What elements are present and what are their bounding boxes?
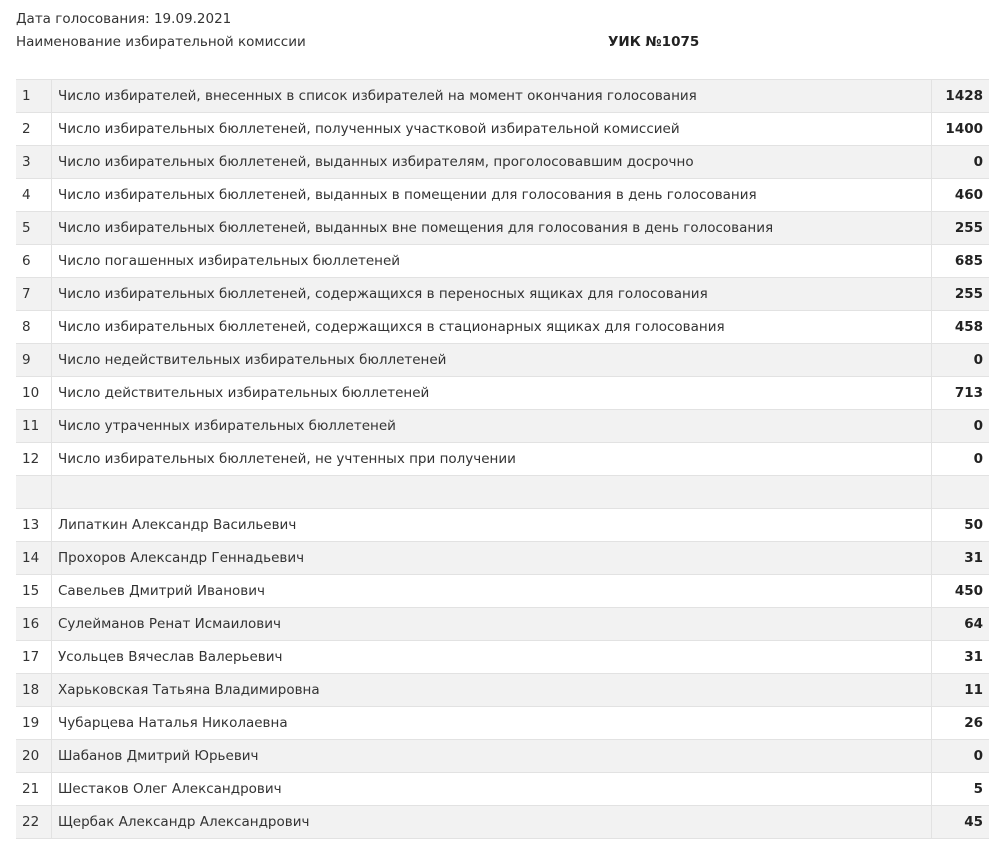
row-value: 0 — [932, 146, 990, 179]
row-number: 16 — [16, 608, 52, 641]
row-label: Число действительных избирательных бюллетеней — [52, 377, 932, 410]
row-value: 50 — [932, 509, 990, 542]
row-label: Харьковская Татьяна Владимировна — [52, 674, 932, 707]
row-number: 17 — [16, 641, 52, 674]
row-value: 0 — [932, 344, 990, 377]
row-value: 1428 — [932, 80, 990, 113]
table-row — [16, 113, 989, 146]
results-table — [16, 79, 989, 839]
row-number: 18 — [16, 674, 52, 707]
table-row — [16, 311, 989, 344]
row-number: 11 — [16, 410, 52, 443]
candidate-row — [16, 509, 989, 542]
row-label: Липаткин Александр Васильевич — [52, 509, 932, 542]
separator-cell — [932, 476, 990, 509]
row-label: Шестаков Олег Александрович — [52, 773, 932, 806]
row-number: 12 — [16, 443, 52, 476]
row-label: Щербак Александр Александрович — [52, 806, 932, 839]
row-value: 31 — [932, 542, 990, 575]
row-number: 20 — [16, 740, 52, 773]
row-number: 3 — [16, 146, 52, 179]
row-number: 1 — [16, 80, 52, 113]
row-value: 713 — [932, 377, 990, 410]
candidate-row — [16, 608, 989, 641]
row-label: Савельев Дмитрий Иванович — [52, 575, 932, 608]
row-value: 1400 — [932, 113, 990, 146]
row-value: 0 — [932, 443, 990, 476]
row-number: 15 — [16, 575, 52, 608]
row-value: 5 — [932, 773, 990, 806]
row-label: Число избирательных бюллетеней, выданных вне помещения для голосования в день голосования — [52, 212, 932, 245]
candidate-row — [16, 542, 989, 575]
commission-name: УИК №1075 — [608, 34, 700, 50]
candidate-row — [16, 674, 989, 707]
row-label: Сулейманов Ренат Исмаилович — [52, 608, 932, 641]
row-label: Число избирательных бюллетеней, полученных участковой избирательной комиссией — [52, 113, 932, 146]
candidate-row — [16, 575, 989, 608]
table-row — [16, 146, 989, 179]
row-label: Усольцев Вячеслав Валерьевич — [52, 641, 932, 674]
table-row — [16, 278, 989, 311]
row-label: Число избирателей, внесенных в список избирателей на момент окончания голосования — [52, 80, 932, 113]
voting-date-line — [16, 8, 986, 30]
row-number: 10 — [16, 377, 52, 410]
row-label: Число избирательных бюллетеней, выданных избирателям, проголосовавшим досрочно — [52, 146, 932, 179]
row-label: Шабанов Дмитрий Юрьевич — [52, 740, 932, 773]
row-value: 0 — [932, 740, 990, 773]
table-row — [16, 212, 989, 245]
row-value: 0 — [932, 410, 990, 443]
commission-label: Наименование избирательной комиссии — [16, 34, 306, 50]
candidate-row — [16, 707, 989, 740]
table-row — [16, 443, 989, 476]
table-row — [16, 377, 989, 410]
row-label: Число избирательных бюллетеней, содержащихся в стационарных ящиках для голосования — [52, 311, 932, 344]
row-value: 450 — [932, 575, 990, 608]
row-number: 21 — [16, 773, 52, 806]
row-value: 11 — [932, 674, 990, 707]
protocol-header — [16, 8, 986, 54]
row-value: 460 — [932, 179, 990, 212]
row-value: 685 — [932, 245, 990, 278]
separator-cell — [52, 476, 932, 509]
row-number: 6 — [16, 245, 52, 278]
row-value: 31 — [932, 641, 990, 674]
table-row — [16, 410, 989, 443]
table-row — [16, 179, 989, 212]
row-label: Чубарцева Наталья Николаевна — [52, 707, 932, 740]
candidate-row — [16, 641, 989, 674]
row-number: 22 — [16, 806, 52, 839]
table-row — [16, 344, 989, 377]
row-value: 45 — [932, 806, 990, 839]
row-label: Прохоров Александр Геннадьевич — [52, 542, 932, 575]
row-number: 4 — [16, 179, 52, 212]
voting-date-value: 19.09.2021 — [153, 11, 232, 27]
row-number: 8 — [16, 311, 52, 344]
commission-line — [16, 30, 986, 54]
row-number: 9 — [16, 344, 52, 377]
candidate-row — [16, 773, 989, 806]
table-row — [16, 245, 989, 278]
row-number: 7 — [16, 278, 52, 311]
row-number: 19 — [16, 707, 52, 740]
row-value: 458 — [932, 311, 990, 344]
candidate-row — [16, 806, 989, 839]
section-separator-row — [16, 476, 989, 509]
results-table-body — [16, 80, 989, 839]
row-number: 5 — [16, 212, 52, 245]
row-number: 2 — [16, 113, 52, 146]
row-label: Число погашенных избирательных бюллетеней — [52, 245, 932, 278]
row-value: 26 — [932, 707, 990, 740]
row-value: 255 — [932, 212, 990, 245]
separator-cell — [16, 476, 52, 509]
row-label: Число избирательных бюллетеней, не учтенных при получении — [52, 443, 932, 476]
row-label: Число избирательных бюллетеней, выданных в помещении для голосования в день голосования — [52, 179, 932, 212]
row-number: 13 — [16, 509, 52, 542]
voting-date-label: Дата голосования: — [16, 11, 150, 27]
row-label: Число избирательных бюллетеней, содержащихся в переносных ящиках для голосования — [52, 278, 932, 311]
row-label: Число утраченных избирательных бюллетеней — [52, 410, 932, 443]
row-value: 64 — [932, 608, 990, 641]
candidate-row — [16, 740, 989, 773]
table-row — [16, 80, 989, 113]
row-label: Число недействительных избирательных бюллетеней — [52, 344, 932, 377]
row-number: 14 — [16, 542, 52, 575]
row-value: 255 — [932, 278, 990, 311]
